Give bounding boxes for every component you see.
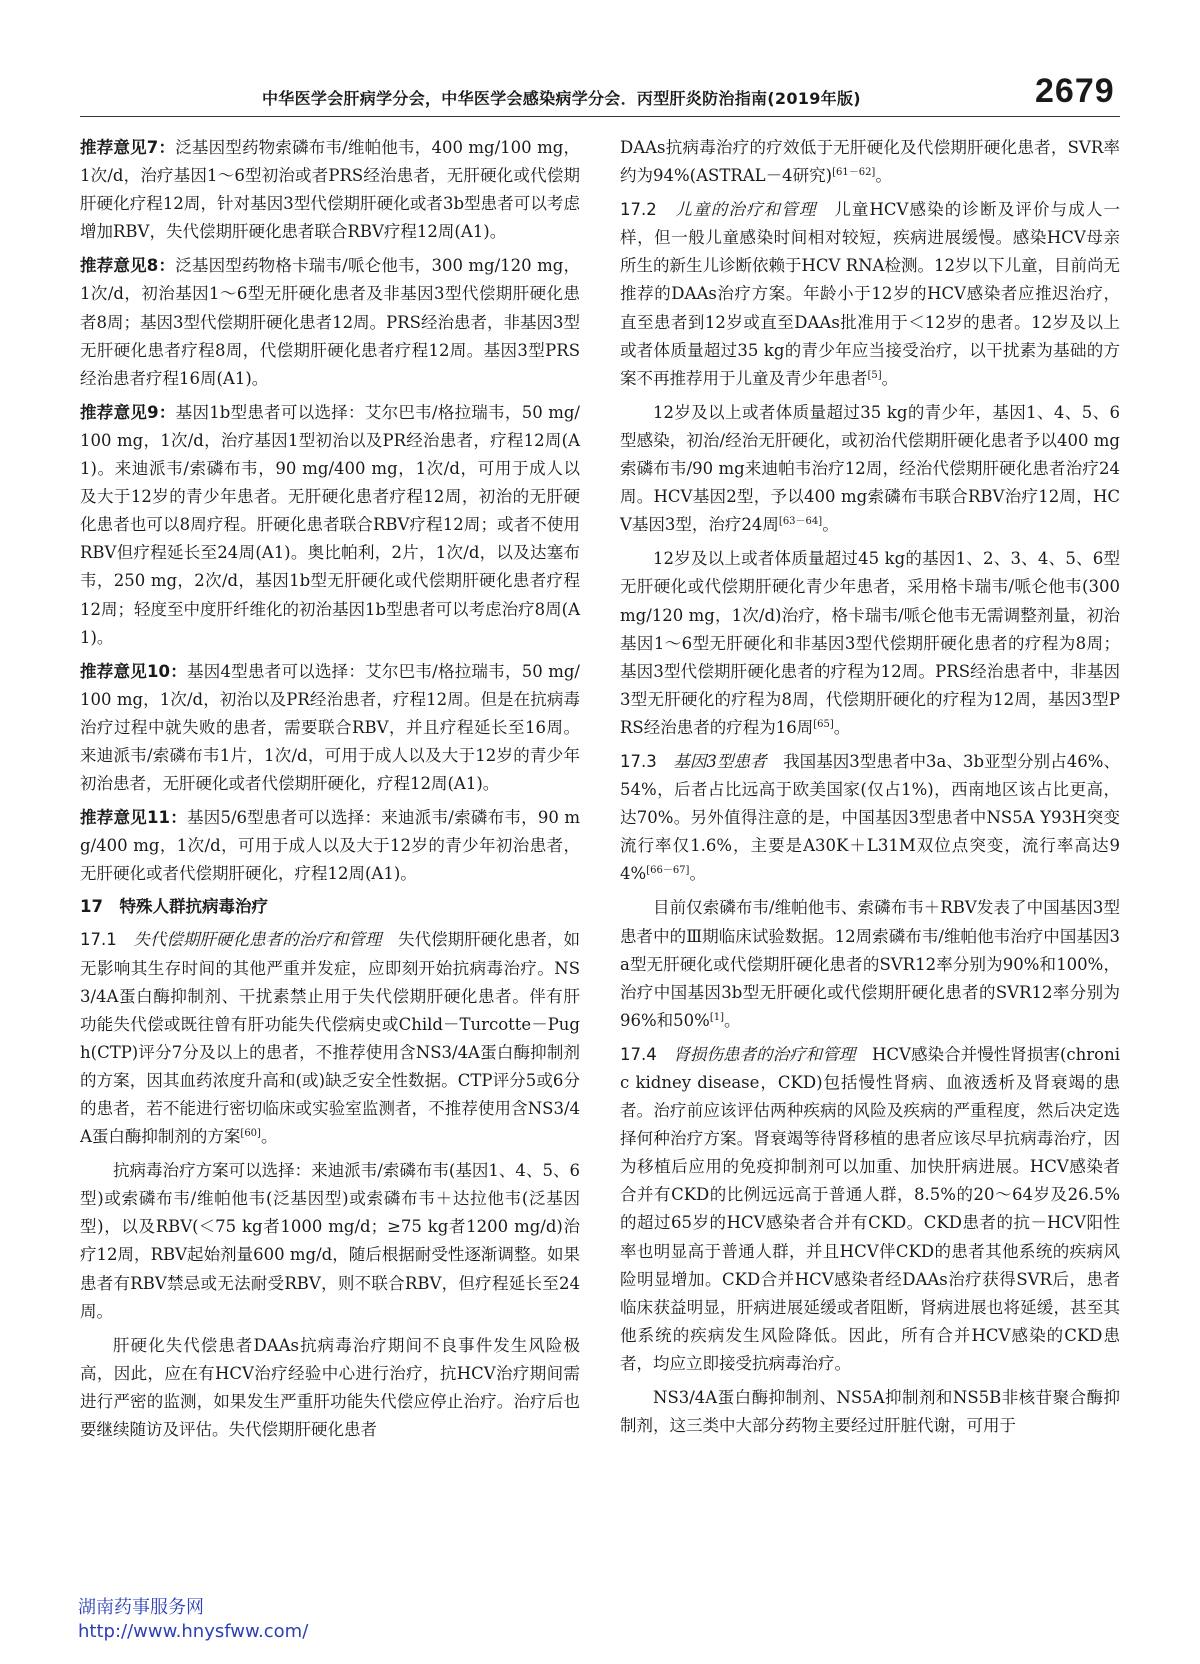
citation: [63－64] (778, 516, 823, 528)
paragraph-text: 12岁及以上或者体质量超过35 kg的青少年，基因1、4、5、6型感染，初治/经治无肝硬化，或初治代偿期肝硬化患者予以400 mg索磷布韦/90 mg来迪帕韦治疗12周，经治代偿期肝硬化患者治疗24周。HCV基因2型，予以400 mg索磷布韦联合RBV治疗12周，HCV基因3型，治疗24周 (620, 402, 1120, 535)
subsection-17-3 (620, 748, 1120, 888)
subsection-number: 17.1 (80, 930, 134, 950)
page-number: 2679 (1035, 72, 1115, 110)
section-heading-17: 17 特殊人群抗病毒治疗 (80, 897, 268, 917)
recommendation-7 (80, 134, 580, 246)
recommendation-text: 泛基因型药物格卡瑞韦/哌仑他韦，300 mg/120 mg，1次/d，初治基因1～6型无肝硬化患者及非基因3型代偿期肝硬化患者8周；基因3型代偿期肝硬化患者12周。PRS经治患者，非基因3型无肝硬化患者疗程8周，代偿期肝硬化患者疗程12周。基因3型PRS经治患者疗程16周(A1)。 (80, 256, 580, 388)
sentence-end: 。 (875, 166, 892, 186)
citation: [1] (709, 1011, 725, 1023)
paragraph-17-1-monitoring: 肝硬化失代偿患者DAAs抗病毒治疗期间不良事件发生风险极高，因此，应在有HCV治疗经验中心进行治疗，抗HCV治疗期间需进行严密的监测，如果发生严重肝功能失代偿应停止治疗。治疗后也要继续随访及评估。失代偿期肝硬化患者 (80, 1335, 580, 1440)
paragraph-text: 失代偿期肝硬化患者，如无影响其生存时间的其他严重并发症，应即刻开始抗病毒治疗。NS3/4A蛋白酶抑制剂、干扰素禁止用于失代偿期肝硬化患者。伴有肝功能失代偿或既往曾有肝功能失代偿病史或Child－Turcotte－Pugh(CTP)评分7分及以上的患者，不推荐使用含NS3/4A蛋白酶抑制剂的方案，因其血药浓度升高和(或)缺乏安全性数据。CTP评分5或6分的患者，若不能进行密切临床或实验室监测者，不推荐使用含NS3/4A蛋白酶抑制剂的方案 (80, 930, 580, 1147)
citation: [61－62] (832, 167, 876, 179)
running-title: 中华医学会肝病学分会，中华医学会感染病学分会．丙型肝炎防治指南(2019年版) (262, 89, 861, 108)
recommendation-9 (80, 399, 580, 652)
citation: [65] (813, 718, 834, 730)
recommendation-text: 泛基因型药物索磷布韦/维帕他韦，400 mg/100 mg，1次/d，治疗基因1～6型初治或者PRS经治患者，无肝硬化或代偿期肝硬化疗程12周，针对基因3型代偿期肝硬化或者3b型患者可以考虑增加RBV，失代偿期肝硬化患者联合RBV疗程12周(A1)。 (80, 138, 580, 242)
paragraph-17-3-trials (620, 894, 1120, 1034)
subsection-number: 17.4 (620, 1044, 674, 1064)
watermark-url: http://www.hnysfww.com/ (78, 1621, 309, 1642)
subsection-17-2 (620, 196, 1120, 393)
paragraph-17-4-drugs: NS3/4A蛋白酶抑制剂、NS5A抑制剂和NS5B非核苷聚合酶抑制剂，这三类中大部分药物主要经过肝脏代谢，可用于 (620, 1388, 1120, 1436)
subsection-17-1 (80, 926, 580, 1151)
sentence-end: 。 (881, 368, 899, 388)
subsection-number: 17.2 (620, 200, 676, 220)
recommendation-text: 基因5/6型患者可以选择：来迪派韦/索磷布韦，90 mg/400 mg，1次/d，可用于成人以及大于12岁的青少年初治患者，无肝硬化或者代偿期肝硬化，疗程12周(A1)。 (80, 808, 580, 884)
paragraph-text: DAAs抗病毒治疗的疗效低于无肝硬化及代偿期肝硬化患者，SVR率约为94%(ASTRAL－4研究) (620, 138, 1120, 186)
left-column (80, 134, 580, 1450)
paragraph-text: 12岁及以上或者体质量超过45 kg的基因1、2、3、4、5、6型无肝硬化或代偿期肝硬化青少年患者，采用格卡瑞韦/哌仑他韦(300 mg/120 mg，1次/d)治疗，格卡瑞韦/哌仑他韦无需调整剂量，初治基因1～6型无肝硬化和非基因3型代偿期肝硬化患者的疗程为8周；基因3型代偿期肝硬化患者的疗程为12周。PRS经治患者中，非基因3型无肝硬化的疗程为8周，代偿期肝硬化的疗程为12周，基因3型PRS经治患者的疗程为16周 (620, 549, 1120, 737)
sentence-end: 。 (822, 515, 839, 535)
recommendation-11 (80, 804, 580, 888)
recommendation-label: 推荐意见8： (80, 256, 176, 276)
recommendation-label: 推荐意见11： (80, 808, 187, 828)
recommendation-text: 基因1b型患者可以选择：艾尔巴韦/格拉瑞韦，50 mg/100 mg，1次/d，治疗基因1型初治以及PR经治患者，疗程12周(A1)。来迪派韦/索磷布韦，90 mg/400 mg，1次/d，可用于成人以及大于12岁的青少年患者。无肝硬化患者疗程12周，初治的无肝硬化患者也可以8周疗程。肝硬化患者联合RBV疗程12周；或者不使用RBV但疗程延长至24周(A1)。奥比帕利，2片，1次/d，以及达塞布韦，250 mg，2次/d，基因1b型无肝硬化或代偿期肝硬化患者疗程12周；轻度至中度肝纤维化的初治基因1b型患者可以考虑治疗8周(A1)。 (80, 402, 580, 647)
recommendation-label: 推荐意见7： (80, 138, 176, 157)
paragraph-text: 目前仅索磷布韦/维帕他韦、索磷布韦＋RBV发表了中国基因3型患者中的Ⅲ期临床试验数据。12周索磷布韦/维帕他韦治疗中国基因3a型无肝硬化或代偿期肝硬化患者的SVR12率分别为90%和100%，治疗中国基因3b型无肝硬化或代偿期肝硬化患者的SVR12率分别为96%和50% (620, 898, 1120, 1030)
subsection-title: 肾损伤患者的治疗和管理 (673, 1044, 856, 1064)
sentence-end: 。 (260, 1127, 278, 1147)
subsection-title: 基因3型患者 (673, 751, 767, 771)
paragraph-continued (620, 134, 1120, 190)
subsection-title: 失代偿期肝硬化患者的治疗和管理 (133, 930, 382, 950)
subsection-number: 17.3 (620, 751, 674, 771)
subsection-17-4 (620, 1041, 1120, 1378)
paragraph-text: 我国基因3型患者中3a、3b亚型分别占46%、54%，后者占比远高于欧美国家(仅占1%)，西南地区该占比更高，达70%。另外值得注意的是，中国基因3型患者中NS5A Y93H突变流行率仅1.6%，主要是A30K＋L31M双位点突变，流行率高达94% (620, 751, 1120, 884)
subsection-title: 儿童的治疗和管理 (675, 200, 817, 220)
sentence-end: 。 (724, 1010, 741, 1030)
recommendation-10 (80, 658, 580, 798)
running-header (0, 72, 1200, 112)
paragraph-17-1-regimens: 抗病毒治疗方案可以选择：来迪派韦/索磷布韦(基因1、4、5、6型)或索磷布韦/维帕他韦(泛基因型)或索磷布韦＋达拉他韦(泛基因型)，以及RBV(＜75 kg者1000 mg/d；≥75 kg者1200 mg/d)治疗12周，RBV起始剂量600 mg/d，随后根据耐受性逐渐调整。如果患者有RBV禁忌或无法耐受RBV，则不联合RBV，但疗程延长至24周。 (80, 1161, 580, 1321)
site-watermark (78, 1596, 308, 1644)
recommendation-label: 推荐意见10： (80, 661, 187, 681)
recommendation-label: 推荐意见9： (80, 402, 176, 422)
citation: [60] (240, 1128, 261, 1140)
header-rule (80, 116, 1120, 117)
paragraph-17-2-adolescent-45kg (620, 545, 1120, 742)
sentence-end: 。 (833, 717, 851, 737)
paragraph-text: HCV感染合并慢性肾损害(chronic kidney disease，CKD)包括慢性肾病、血液透析及肾衰竭的患者。治疗前应该评估两种疾病的风险及疾病的严重程度，然后决定选择何种治疗方案。肾衰竭等待肾移植的患者应该尽早抗病毒治疗，因为移植后应用的免疫抑制剂可以加重、加快肝病进展。HCV感染者合并有CKD的比例远远高于普通人群，8.5%的20～64岁及26.5%的超过65岁的HCV感染者合并有CKD。CKD患者的抗－HCV阳性率也明显高于普通人群，并且HCV伴CKD的患者其他系统的疾病风险明显增加。CKD合并HCV感染者经DAAs治疗获得SVR后，患者临床获益明显，肝病进展延缓或者阻断，肾病进展也将延缓，甚至其他系统的疾病发生风险降低。因此，所有合并HCV感染的CKD患者，均应立即接受抗病毒治疗。 (620, 1044, 1121, 1373)
citation: [5] (867, 369, 882, 381)
right-column (620, 134, 1120, 1446)
recommendation-text: 基因4型患者可以选择：艾尔巴韦/格拉瑞韦，50 mg/100 mg，1次/d，初治以及PR经治患者，疗程12周。但是在抗病毒治疗过程中就失败的患者，需要联合RBV，并且疗程延长至16周。来迪派韦/索磷布韦1片，1次/d，可用于成人以及大于12岁的青少年初治患者，无肝硬化或者代偿期肝硬化，疗程12周(A1)。 (80, 661, 580, 794)
paragraph-text: 儿童HCV感染的诊断及评价与成人一样，但一般儿童感染时间相对较短，疾病进展缓慢。感染HCV母亲所生的新生儿诊断依赖于HCV RNA检测。12岁以下儿童，目前尚无推荐的DAAs治疗方案。年龄小于12岁的HCV感染者应推迟治疗，直至患者到12岁或直至DAAs批准用于＜12岁的患者。12岁及以上或者体质量超过35 kg的青少年应当接受治疗，以干扰素为基础的方案不再推荐用于儿童及青少年患者 (620, 200, 1120, 388)
sentence-end: 。 (689, 864, 706, 884)
watermark-site-name: 湖南药事服务网 (78, 1597, 204, 1618)
citation: [66－67] (646, 865, 690, 877)
paragraph-17-2-adolescent-35kg (620, 399, 1120, 539)
recommendation-8 (80, 252, 580, 392)
